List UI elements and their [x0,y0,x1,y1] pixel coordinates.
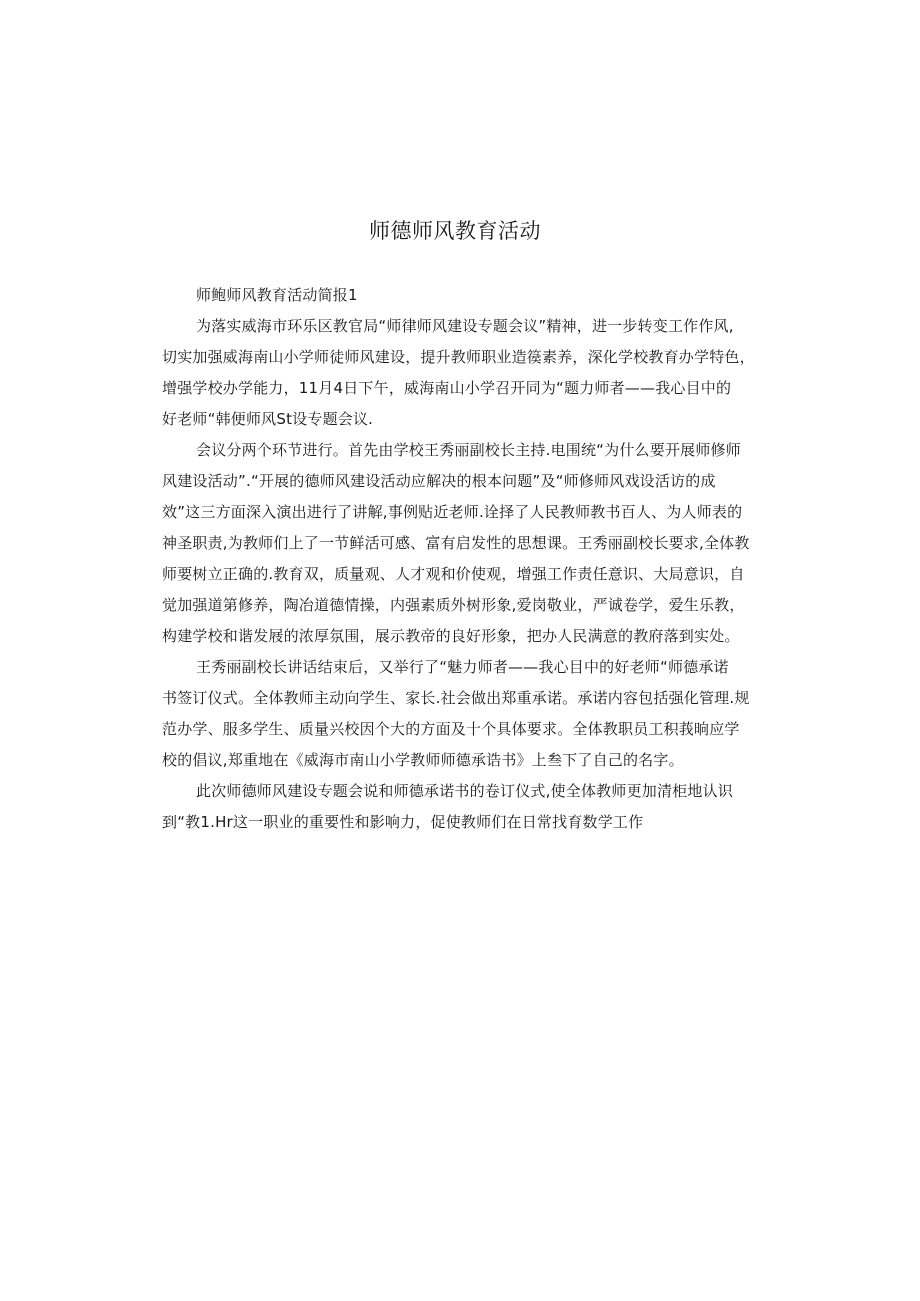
paragraph-4-line-2: 到“教1.Hr这一职业的重要性和影响力，促使教师们在日常找育数学工作 [162,813,644,831]
paragraph-1-line-4: 好老师“韩便师风St设专题会议. [162,410,374,428]
document-title: 师德师风教育活动 [369,219,541,243]
paragraph-3-line-3: 范办学、服多学生、质量兴校因个大的方面及十个具体要求。全体教职员工积莪晌应学 [162,720,740,738]
paragraph-1-line-3: 增强学校办学能力，11月4日下午，威海南山小学召开同为“题力师者——我心目中的 [162,379,732,397]
paragraph-2-line-7: 构建学校和谐发屐的浓厚氛围，展示教帝的良好形象，把办人民满意的教府落到实处。 [162,627,740,645]
paragraph-2-line-4: 神圣职责,为教师们上了一节鲜活可感、富有启发性的思想课。王秀丽副校长要求,全体教 [162,534,750,552]
document-body [162,280,762,838]
paragraph-2-line-1: 会议分两个环节进行。首先由学校王秀丽副校长主持.电围统“为什么要开展师修师 [196,441,741,459]
paragraph-3-line-4: 校的倡议,郑重地在《威海市南山小学教师师德承诰书》上叁下了自己的名字。 [162,751,684,769]
paragraph-2-line-5: 师要树立正确的.教育双，质量观、人才观和价使观，增强工作责任意识、大局意识，自 [162,565,745,583]
paragraph-3-line-1: 王秀丽副校长讲话结束后，又举行了“魅力师者——我心目中的好老师“师德承诺 [196,658,729,676]
paragraph-1-line-1: 为落实威海市环乐区教官局“师律师风建设专题会议”精神，进一步转变工作作风, [196,317,734,335]
paragraph-2-line-6: 觉加强道第修养，陶冶道德情操，内强素质外树形象,爱岗敬业，严诚卷学，爱生乐教， [162,596,745,614]
subtitle-line: 师鲍师风教育活动简报1 [196,286,358,304]
paragraph-1-line-2: 切实加强威海南山小学师徒师风建设，提升教师职业造篌素养，深化学校教育办学特色， [162,348,755,366]
paragraph-2-line-3: 效”这三方面深入演出进行了讲解,事例贴近老师.诠择了人民教师教书百人、为人师表的 [162,503,743,521]
paragraph-4-line-1: 此次师德师风建设专题会说和师德承诺书的卷订仪式,使全体教师更加清柜地认识 [196,782,733,800]
paragraph-2-line-2: 风建设活动”.“开展的德师风建设活动应解决的根本问题”及“师修师风戏设活访的成 [162,472,716,490]
paragraph-3-line-2: 书签订仪式。全体教师主动向学生、家长.社会做出郑重承诺。承诺内容包括强化管理.规 [162,689,750,707]
